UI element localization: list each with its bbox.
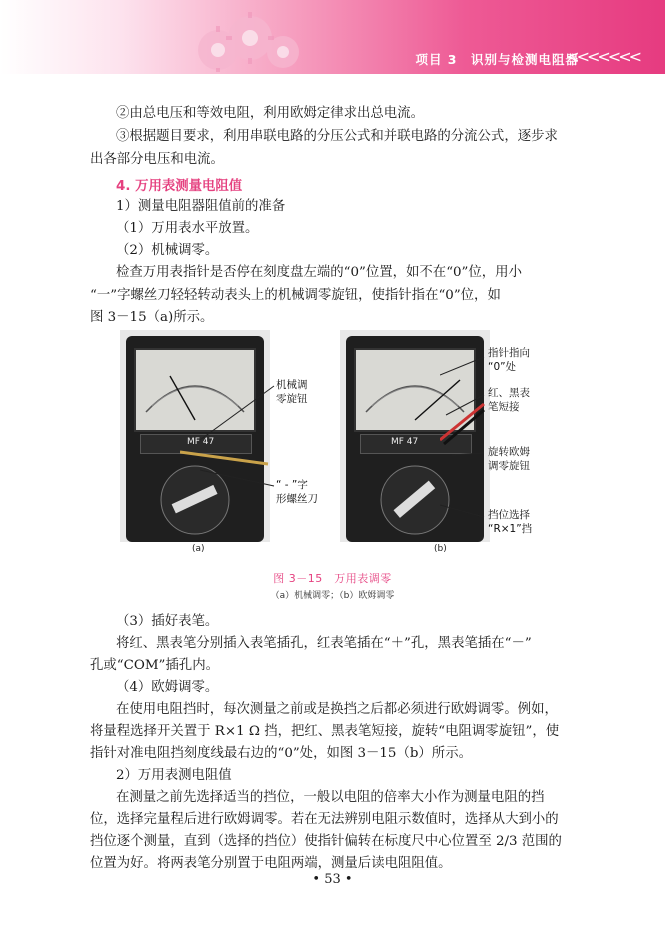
callout-lines-a	[200, 370, 280, 500]
paragraph-ohm-line2: 将量程选择开关置于 R×1 Ω 挡，把红、黑表笔短接，旋转“电阻调零旋钮”，使	[90, 724, 560, 739]
figure-a-label: (a)	[192, 544, 205, 554]
paragraph-measure-line4: 位置为好。将两表笔分别置于电阻两端，测量后读电阻阻值。	[90, 856, 452, 871]
item-3: （3）插好表笔。	[116, 614, 219, 629]
paragraph-step-3-line1: ③根据题目要求，利用串联电路的分压公式和并联电路的分流公式，逐步求	[116, 129, 558, 144]
callout-probes-shorted: 红、黑表 笔短接	[488, 387, 530, 413]
callout-pointer-zero: 指针指向 “0”处	[488, 347, 530, 373]
page-number: • 53 •	[312, 872, 353, 887]
section-heading: 4. 万用表测量电阻值	[116, 179, 243, 194]
meter-model-label-b: MF 47	[391, 437, 419, 447]
paragraph-zero-line3: 图 3－15（a)所示。	[90, 310, 214, 325]
callout-lines-b	[440, 345, 490, 525]
page-header	[0, 0, 665, 74]
paragraph-step-2: ②由总电压和等效电阻，利用欧姆定律求出总电流。	[116, 106, 424, 121]
paragraph-zero-line2: “一”字螺丝刀轻轻转动表头上的机械调零旋钮，使指针指在“0”位，如	[90, 288, 501, 303]
paragraph-probes-line2: 孔或“COM”插孔内。	[90, 658, 219, 673]
paragraph-measure-line2: 位，选择完量程后进行欧姆调零。若在无法辨别电阻示数值时，选择从大到小的	[90, 812, 559, 827]
paragraph-measure-line3: 挡位逐个测量，直到（选择的挡位）使指针偏转在标度尺中心位置至 2/3 范围的	[90, 834, 562, 849]
paragraph-zero-line1: 检查万用表指针是否停在刻度盘左端的“0”位置，如不在“0”位，用小	[116, 265, 522, 280]
paragraph-step-3-line2: 出各部分电压和电流。	[90, 152, 224, 167]
gear-decoration-icon	[188, 12, 318, 72]
subsection-2: 2）万用表测电阻值	[116, 768, 232, 783]
callout-range-select: 挡位选择 “R×1”挡	[488, 509, 533, 535]
paragraph-measure-line1: 在测量之前先选择适当的挡位，一般以电阻的倍率大小作为测量电阻的挡	[116, 790, 545, 805]
figure-subcaption: （a）机械调零；（b）欧姆调零	[270, 591, 395, 601]
subsection-1: 1）测量电阻器阻值前的准备	[116, 199, 286, 214]
figure-b-label: (b)	[434, 544, 447, 554]
item-4: （4）欧姆调零。	[116, 680, 219, 695]
paragraph-ohm-line1: 在使用电阻挡时，每次测量之前或是换挡之后都必须进行欧姆调零。例如，	[116, 702, 558, 717]
item-2: （2）机械调零。	[116, 243, 219, 258]
meter-model-label: MF 47	[187, 437, 215, 447]
chapter-title: 项目 3 识别与检测电阻器	[415, 52, 579, 67]
callout-ohm-zero-knob: 旋转欧姆 调零旋钮	[488, 446, 530, 472]
callout-zero-knob: 机械调 零旋钮	[276, 379, 308, 405]
item-1: （1）万用表水平放置。	[116, 221, 259, 236]
paragraph-ohm-line3: 指针对准电阻挡刻度线最右边的“0”处，如图 3－15（b）所示。	[90, 746, 472, 761]
figure-caption: 图 3－15 万用表调零	[273, 572, 392, 585]
callout-screwdriver: “ - ”字 形螺丝刀	[276, 479, 318, 505]
paragraph-probes-line1: 将红、黑表笔分别插入表笔插孔，红表笔插在“＋”孔，黑表笔插在“－”	[116, 636, 532, 651]
chevron-decoration-icon: <<<<<<<	[566, 47, 639, 66]
